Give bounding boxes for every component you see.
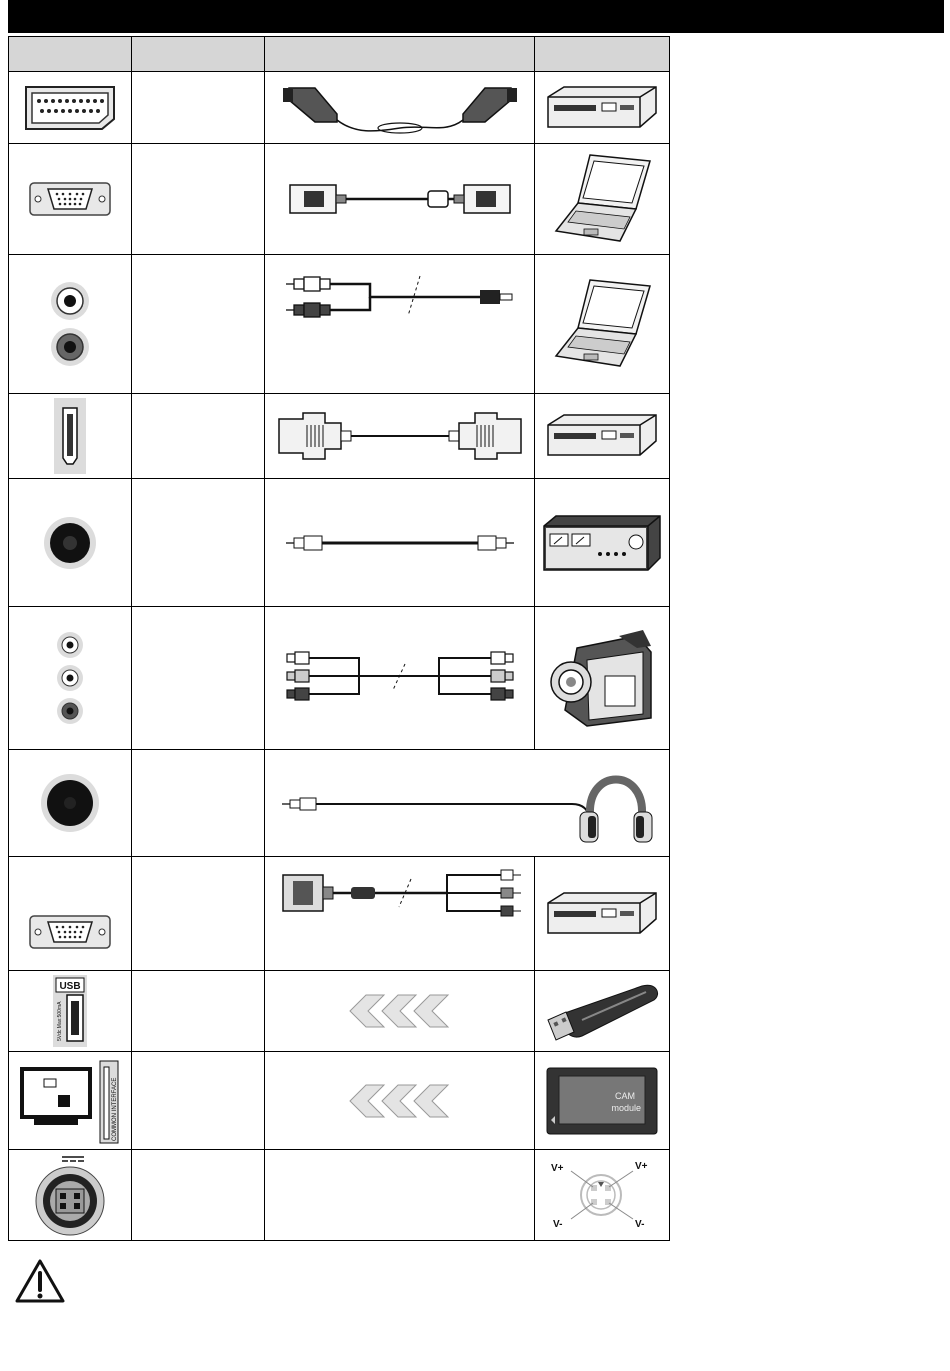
dvd-player-icon — [544, 83, 660, 133]
cable-cell — [265, 607, 535, 750]
camcorder-icon — [547, 626, 657, 730]
scart-cable-icon — [275, 76, 525, 140]
hdmi-cable-icon — [275, 409, 525, 463]
audio-amplifier-icon — [540, 512, 664, 574]
av-sockets-icon — [55, 630, 85, 726]
type-cell — [132, 1150, 265, 1241]
insert-arrows-icon — [348, 994, 452, 1028]
scart-socket-icon — [22, 83, 118, 133]
table-row — [9, 1052, 670, 1150]
dc-vminus-left: V- — [553, 1219, 563, 1230]
table-header-row — [9, 37, 670, 72]
connector-cell — [9, 479, 132, 607]
usb-rating-label: 5Vdc Max:500mA — [57, 1001, 63, 1041]
connector-cell — [9, 1052, 132, 1150]
table-row — [9, 607, 670, 750]
cable-cell — [265, 971, 535, 1052]
header-cables — [265, 37, 535, 72]
usb-stick-icon — [542, 980, 662, 1042]
type-cell — [132, 394, 265, 479]
cable-cell — [265, 394, 535, 479]
table-row — [9, 255, 670, 394]
table-row — [9, 750, 670, 857]
tv-ci-slot-icon — [18, 1057, 122, 1145]
table-row — [9, 479, 670, 607]
cable-cell — [265, 479, 535, 607]
laptop-icon — [550, 276, 654, 372]
connector-cell — [9, 394, 132, 479]
type-cell — [132, 1052, 265, 1150]
type-cell — [132, 479, 265, 607]
cable-cell — [265, 1150, 535, 1241]
type-cell — [132, 750, 265, 857]
headphone-cable-icon — [272, 758, 662, 848]
hdmi-socket-icon — [54, 398, 86, 474]
header-type — [132, 37, 265, 72]
type-cell — [132, 255, 265, 394]
device-cell — [535, 72, 670, 144]
coaxial-cable-icon — [280, 528, 520, 558]
device-cell — [535, 1052, 670, 1150]
dc-vminus-right: V- — [635, 1219, 645, 1230]
cable-cell — [265, 144, 535, 255]
laptop-icon — [550, 151, 654, 247]
insert-arrows-icon — [348, 1084, 452, 1118]
av-cable-icon — [277, 648, 523, 708]
header-device — [535, 37, 670, 72]
device-cell — [535, 144, 670, 255]
device-cell — [535, 607, 670, 750]
header-connector — [9, 37, 132, 72]
device-cell — [535, 479, 670, 607]
cam-label-line2: module — [611, 1102, 641, 1113]
dc-vplus-right: V+ — [635, 1161, 648, 1172]
connector-cell — [9, 144, 132, 255]
type-cell — [132, 144, 265, 255]
table-row — [9, 857, 670, 971]
cable-cell — [265, 255, 535, 394]
cam-module-icon — [545, 1066, 659, 1136]
device-cell — [535, 971, 670, 1052]
device-cell — [535, 857, 670, 971]
device-cell — [535, 255, 670, 394]
dc-power-socket-icon — [34, 1153, 106, 1237]
table-row — [9, 72, 670, 144]
connections-table — [8, 36, 670, 1241]
cable-device-cell — [265, 750, 670, 857]
connector-cell — [9, 255, 132, 394]
dvd-player-icon — [544, 411, 660, 461]
dvd-player-icon — [544, 889, 660, 939]
cable-cell — [265, 857, 535, 971]
connector-cell — [9, 607, 132, 750]
type-cell — [132, 607, 265, 750]
usb-port-label: USB — [59, 981, 81, 992]
cam-label-line1: CAM — [615, 1090, 635, 1101]
table-row — [9, 144, 670, 255]
cable-cell — [265, 1052, 535, 1150]
connector-cell — [9, 750, 132, 857]
type-cell — [132, 72, 265, 144]
vga-cable-icon — [282, 179, 518, 219]
warning-triangle-icon — [14, 1258, 66, 1304]
usb-socket-icon — [53, 975, 87, 1047]
cable-cell — [265, 72, 535, 144]
vga-socket-icon — [28, 179, 112, 219]
connector-cell — [9, 1150, 132, 1241]
table-row — [9, 1150, 670, 1241]
connector-cell — [9, 971, 132, 1052]
headphone-socket-icon — [40, 773, 100, 833]
rca-to-jack-cable-icon — [280, 268, 520, 380]
vga-socket-icon — [28, 912, 112, 952]
headphones-icon — [580, 780, 652, 843]
device-cell — [535, 394, 670, 479]
type-cell — [132, 857, 265, 971]
coaxial-socket-icon — [43, 516, 97, 570]
table-row — [9, 971, 670, 1052]
connector-cell — [9, 857, 132, 971]
type-cell — [132, 971, 265, 1052]
device-cell — [535, 1150, 670, 1241]
connector-cell — [9, 72, 132, 144]
section-header-bar — [8, 0, 944, 33]
dc-pinout-icon — [547, 1157, 657, 1233]
dc-vplus-left: V+ — [551, 1163, 564, 1174]
rca-audio-sockets-icon — [45, 279, 95, 369]
table-row — [9, 394, 670, 479]
vga-to-component-cable-icon — [275, 865, 525, 925]
ci-slot-label: COMMON INTERFACE — [112, 1077, 118, 1141]
